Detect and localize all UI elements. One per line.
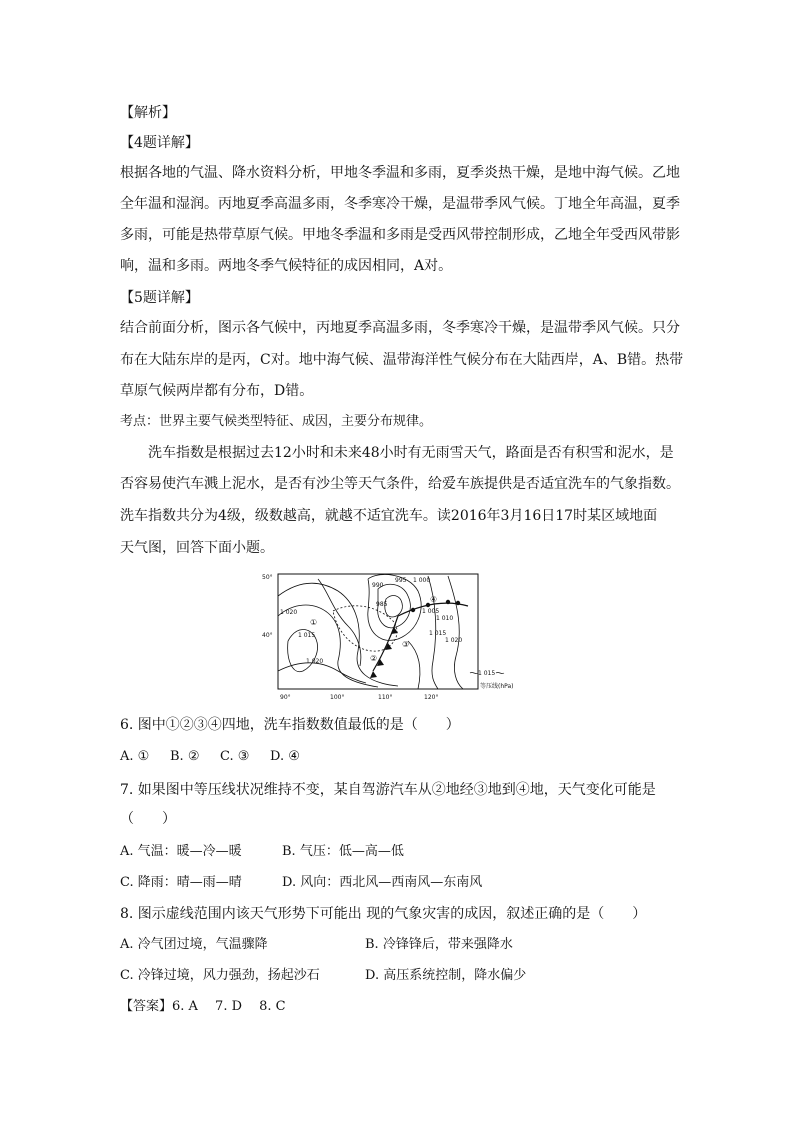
q7-stem-cont: （ ） (120, 811, 176, 827)
q5-heading: 【5题详解】 (120, 290, 199, 306)
isobar-label: 1 015 (429, 630, 447, 637)
q8-option-a[interactable]: A. 冷气团过境，气温骤降 (120, 937, 268, 952)
point-label: ③ (402, 640, 410, 649)
q7-option-a[interactable]: A. 气温：暖—冷—暖 (120, 844, 242, 859)
lon-label: 100° (330, 694, 345, 701)
q7-option-c[interactable]: C. 降雨：晴—雨—晴 (120, 875, 242, 890)
q4-text-line: 根据各地的气温、降水资料分析，甲地冬季温和多雨，夏季炎热干燥，是地中海气候。乙地 (120, 165, 680, 181)
q8-stem: 8. 图示虚线范围内该天气形势下可能出 现的气象灾害的成因，叙述正确的是（ ） (120, 906, 647, 922)
isobar-line (278, 605, 378, 687)
isobar-line (448, 576, 463, 689)
q4-text-line: 响，温和多雨。两地冬季气候特征的成因相同，A对。 (120, 258, 453, 274)
q6-option-a[interactable]: A. ① (120, 749, 150, 764)
isobar-line (385, 596, 403, 617)
q5-text-line: 结合前面分析，图示各气候中，丙地夏季高温多雨，冬季寒冷干燥，是温带季风气候。只分 (120, 320, 680, 336)
isobar-label: 1 005 (422, 608, 440, 615)
isobar-label: 1 020 (306, 658, 324, 665)
weather-map (258, 571, 540, 703)
q4-text-line: 全年温和湿润。丙地夏季高温多雨，冬季寒冷干燥，是温带季风气候。丁地全年高温，夏季 (120, 196, 680, 212)
lat-label: 40° (262, 632, 273, 639)
legend-sample: 1 015 (478, 670, 496, 677)
lon-label: 110° (378, 694, 393, 701)
warm-front-marker (456, 601, 460, 605)
intro-line: 洗车指数共分为4级，级数越高，就越不适宜洗车。读2016年3月16日17时某区域地面 (120, 508, 658, 524)
q4-text-line: 多雨，可能是热带草原气候。甲地冬季温和多雨是受西风带控制形成，乙地全年受西风带影 (120, 227, 680, 243)
answer-line: 【答案】6. A 7. D 8. C (120, 999, 286, 1014)
intro-line: 洗车指数是根据过去12小时和未来48小时有无雨雪天气，路面是否有积雪和泥水，是 (148, 445, 674, 461)
point-label: ② (370, 654, 378, 663)
isobar-label: 985 (376, 601, 388, 608)
q6-option-b[interactable]: B. ② (170, 749, 200, 764)
intro-line: 否容易使汽车溅上泥水，是否有沙尘等天气条件，给爱车族提供是否适宜洗车的气象指数。 (120, 476, 680, 492)
q8-option-b[interactable]: B. 冷锋锋后，带来强降水 (365, 937, 513, 952)
q7-option-d[interactable]: D. 风向：西北风—西南风—东南风 (282, 875, 483, 890)
cold-front-marker (370, 671, 377, 678)
isobar-label: 995 (395, 577, 407, 584)
warm-front-marker (411, 608, 415, 612)
isobar-label: 1 000 (413, 577, 431, 584)
q8-option-d[interactable]: D. 高压系统控制，降水偏少 (365, 968, 527, 983)
isobar-label: 1 020 (445, 637, 463, 644)
point-label: ④ (430, 595, 438, 604)
isobar-label: 990 (372, 582, 384, 589)
q8-option-c[interactable]: C. 冷锋过境，风力强劲，扬起沙石 (120, 968, 320, 983)
legend-text: 等压线(hPa) (480, 683, 514, 690)
q7-stem: 7. 如果图中等压线状况维持不变，某自驾游汽车从②地经③地到④地，天气变化可能是 (120, 782, 656, 798)
q7-option-b[interactable]: B. 气压：低—高—低 (282, 844, 404, 859)
point-label: ① (310, 618, 318, 627)
intro-line: 天气图，回答下面小题。 (120, 540, 274, 556)
isobar-line (408, 641, 420, 689)
q6-stem: 6. 图中①②③④四地，洗车指数数值最低的是（ ） (120, 717, 460, 733)
warm-front-marker (446, 600, 450, 604)
q6-option-c[interactable]: C. ③ (220, 749, 250, 764)
isobar-label: 1 015 (298, 632, 316, 639)
lat-label: 50° (262, 574, 273, 581)
kaodian-line: 考点：世界主要气候类型特征、成因，主要分布规律。 (120, 414, 433, 429)
lon-label: 90° (280, 694, 291, 701)
analysis-heading: 【解析】 (120, 105, 176, 121)
q5-text-line: 草原气候两岸都有分布，D错。 (120, 383, 314, 399)
q5-text-line: 布在大陆东岸的是丙，C对。地中海气候、温带海洋性气候分布在大陆西岸，A、B错。热带 (120, 352, 684, 368)
q4-heading: 【4题详解】 (120, 135, 199, 151)
lon-label: 120° (424, 694, 439, 701)
isobar-line (278, 663, 366, 683)
isobar-label: 1 020 (280, 609, 298, 616)
isobar-label: 1 010 (436, 615, 454, 622)
q6-option-d[interactable]: D. ④ (270, 749, 300, 764)
